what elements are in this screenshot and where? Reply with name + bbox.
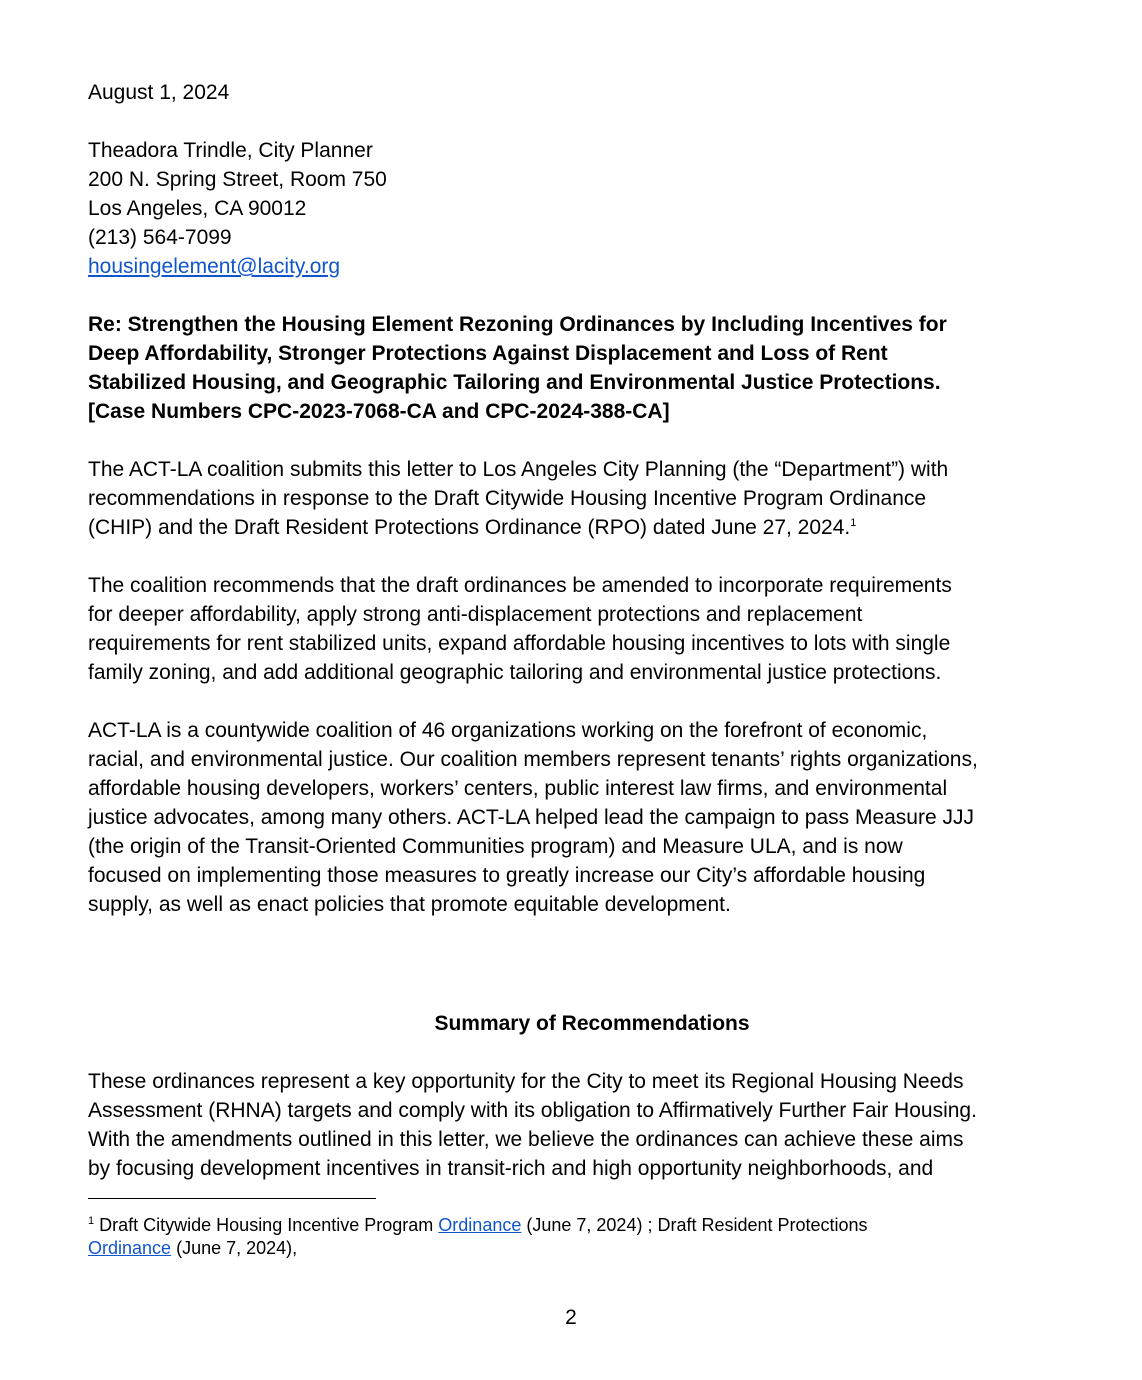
- letter-body: [88, 78, 1038, 1258]
- subject-line-1: Re: Strengthen the Housing Element Rezoning Ordinances by Including Incentives for: [88, 313, 947, 336]
- footnote: [88, 1214, 868, 1260]
- recipient-city-state-zip: Los Angeles, CA 90012: [88, 197, 307, 220]
- recommendation-line-2: for deeper affordability, apply strong anti-displacement protections and replacement: [88, 603, 863, 626]
- recipient-street: 200 N. Spring Street, Room 750: [88, 168, 387, 191]
- intro-line-3: [88, 513, 1038, 542]
- coalition-line-1: ACT-LA is a countywide coalition of 46 organizations working on the forefront of economic,: [88, 719, 928, 742]
- footnote-text-1: Draft Citywide Housing Incentive Program: [99, 1215, 434, 1235]
- footnote-text-3: (June 7, 2024),: [176, 1238, 298, 1258]
- page-number: 2: [565, 1306, 577, 1329]
- recipient-phone: (213) 564-7099: [88, 226, 232, 249]
- ordinance-link-2[interactable]: Ordinance: [88, 1238, 172, 1258]
- footnote-line-1: [88, 1214, 868, 1237]
- summary-line-2: Assessment (RHNA) targets and comply with its obligation to Affirmatively Further Fair Housing.: [88, 1099, 977, 1122]
- summary-line-3: With the amendments outlined in this letter, we believe the ordinances can achieve these aims: [88, 1128, 964, 1151]
- recommendation-line-4: family zoning, and add additional geographic tailoring and environmental justice protections.: [88, 661, 942, 684]
- coalition-line-3: affordable housing developers, workers’ centers, public interest law firms, and environmental: [88, 777, 948, 800]
- ordinance-link-1[interactable]: Ordinance: [438, 1215, 522, 1235]
- footnote-text-2: (June 7, 2024) ; Draft Resident Protections: [526, 1215, 868, 1235]
- coalition-line-7: supply, as well as enact policies that promote equitable development.: [88, 893, 731, 916]
- subject-line-2: Deep Affordability, Stronger Protections Against Displacement and Loss of Rent: [88, 342, 888, 365]
- coalition-paragraph: [88, 716, 1038, 919]
- recipient-address: [88, 136, 1038, 281]
- recommendation-line-3: requirements for rent stabilized units, expand affordable housing incentives to lots with single: [88, 632, 951, 655]
- coalition-line-4: justice advocates, among many others. ACT-LA helped lead the campaign to pass Measure JJJ: [88, 806, 974, 829]
- subject-line-4: [Case Numbers CPC-2023-7068-CA and CPC-2024-388-CA]: [88, 400, 670, 423]
- subject-line-3: Stabilized Housing, and Geographic Tailoring and Environmental Justice Protections.: [88, 371, 941, 394]
- summary-paragraph: [88, 1067, 977, 1183]
- recipient-name-title: Theadora Trindle, City Planner: [88, 139, 373, 162]
- footnote-line-2: [88, 1237, 868, 1260]
- intro-line-1: The ACT-LA coalition submits this letter to Los Angeles City Planning (the “Department”) with: [88, 458, 949, 481]
- coalition-line-6: focused on implementing those measures to greatly increase our City’s affordable housing: [88, 864, 926, 887]
- coalition-line-2: racial, and environmental justice. Our coalition members represent tenants’ rights organizations,: [88, 748, 978, 771]
- summary-line-1: These ordinances represent a key opportunity for the City to meet its Regional Housing Needs: [88, 1070, 964, 1093]
- summary-heading: Summary of Recommendations: [434, 1012, 750, 1035]
- letter-date: August 1, 2024: [88, 81, 230, 104]
- summary-line-4: by focusing development incentives in transit-rich and high opportunity neighborhoods, and: [88, 1157, 934, 1180]
- intro-line-3-text: (CHIP) and the Draft Resident Protections Ordinance (RPO) dated June 27, 2024.: [88, 516, 851, 539]
- subject-line: [88, 310, 1038, 426]
- intro-paragraph: [88, 455, 1038, 542]
- recommendation-line-1: The coalition recommends that the draft ordinances be amended to incorporate requirements: [88, 574, 952, 597]
- intro-line-2: recommendations in response to the Draft Citywide Housing Incentive Program Ordinance: [88, 487, 927, 510]
- recommendation-paragraph: [88, 571, 1038, 687]
- coalition-line-5: (the origin of the Transit-Oriented Communities program) and Measure ULA, and is now: [88, 835, 903, 858]
- footnote-divider: [88, 1198, 376, 1199]
- recipient-email-link[interactable]: housingelement@lacity.org: [88, 255, 341, 278]
- footnote-number: 1: [88, 1215, 95, 1227]
- footnote-reference[interactable]: 1: [850, 517, 857, 529]
